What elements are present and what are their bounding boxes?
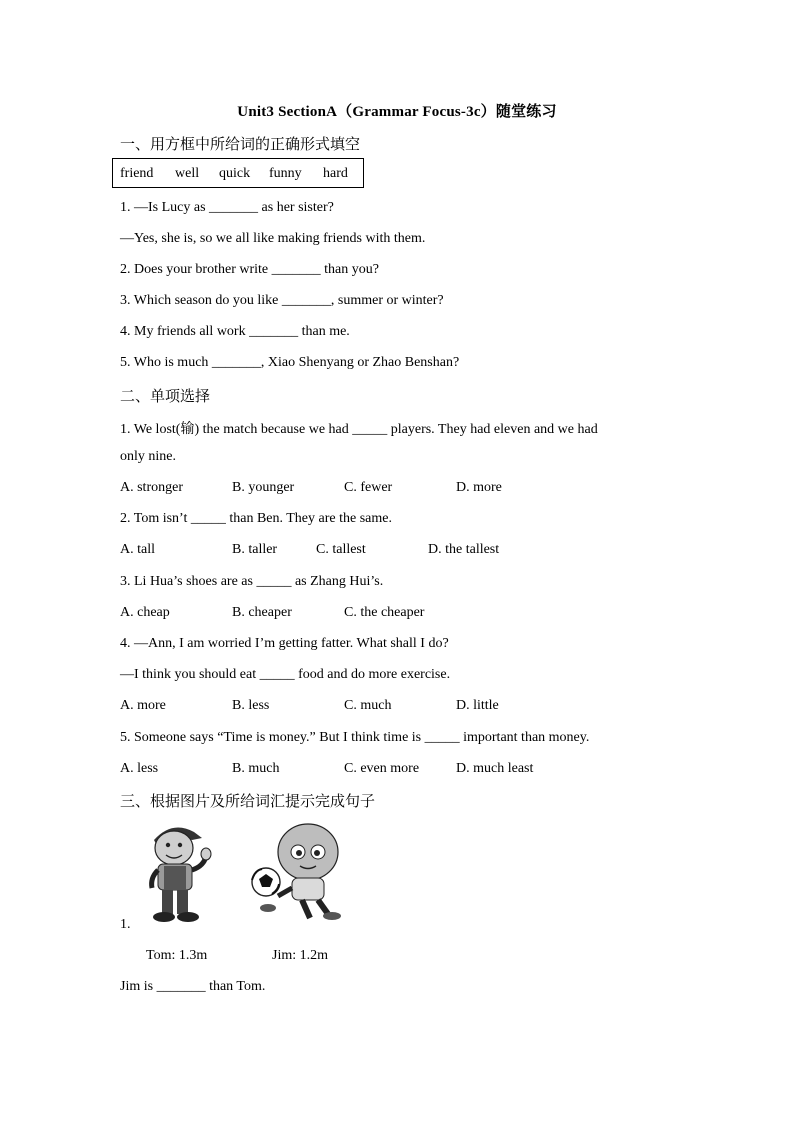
part3-heading: 三、根据图片及所给词汇提示完成句子	[120, 792, 376, 810]
option-d: D. much least	[456, 761, 534, 776]
part3-item-number: 1.	[120, 917, 131, 932]
option-b: B. cheaper	[232, 605, 292, 620]
part1-item: 1. —Is Lucy as _______ as her sister?	[120, 200, 334, 215]
part1-item: 5. Who is much _______, Xiao Shenyang or Zhao Benshan?	[120, 355, 460, 370]
question-2: 2. Tom isn’t _____ than Ben. They are the same.	[120, 511, 392, 526]
option-a: A. more	[120, 698, 166, 713]
option-b: B. much	[232, 761, 280, 776]
question-3: 3. Li Hua’s shoes are as _____ as Zhang Hui’s.	[120, 574, 384, 589]
word-box-item: friend	[120, 166, 154, 181]
option-c: C. much	[344, 698, 392, 713]
part2-heading: 二、单项选择	[120, 387, 211, 405]
word-box	[112, 158, 364, 188]
word-box-item: funny	[269, 166, 302, 181]
option-d: D. little	[456, 698, 499, 713]
jim-height: Jim: 1.2m	[272, 948, 329, 963]
option-c: C. tallest	[316, 542, 366, 557]
option-c: C. fewer	[344, 480, 393, 495]
part1-heading: 一、用方框中所给词的正确形式填空	[120, 135, 361, 153]
question-4-line2: —I think you should eat _____ food and do more exercise.	[120, 667, 451, 682]
part1-item: 4. My friends all work _______ than me.	[120, 324, 350, 339]
question-1-options	[120, 480, 680, 500]
word-box-item: hard	[323, 166, 348, 181]
option-d: D. more	[456, 480, 502, 495]
question-4-options	[120, 698, 680, 718]
question-3-options	[120, 605, 680, 625]
option-a: A. stronger	[120, 480, 183, 495]
part3-sentence: Jim is _______ than Tom.	[120, 979, 266, 994]
option-b: B. younger	[232, 480, 295, 495]
part1-item: —Yes, she is, so we all like making friends with them.	[120, 231, 426, 246]
tom-boy-figure	[152, 828, 211, 923]
tom-height: Tom: 1.3m	[146, 948, 208, 963]
question-4-line1: 4. —Ann, I am worried I’m getting fatter. What shall I do?	[120, 636, 449, 651]
question-1-line2: only nine.	[120, 449, 176, 464]
option-a: A. less	[120, 761, 159, 776]
cartoon-illustration	[142, 818, 352, 928]
jim-mascot-figure	[252, 824, 341, 920]
option-d: D. the tallest	[428, 542, 500, 557]
option-c: C. the cheaper	[344, 605, 425, 620]
word-box-item: well	[175, 166, 200, 181]
option-a: A. tall	[120, 542, 155, 557]
word-box-item: quick	[219, 166, 251, 181]
page-title: Unit3 SectionA（Grammar Focus-3c）随堂练习	[237, 104, 557, 120]
part1-item: 2. Does your brother write _______ than you?	[120, 262, 379, 277]
option-b: B. less	[232, 698, 270, 713]
question-5-options	[120, 761, 680, 781]
question-2-options	[120, 542, 680, 562]
cartoon-figures	[142, 818, 352, 933]
option-c: C. even more	[344, 761, 420, 776]
question-1-line1: 1. We lost(输) the match because we had _____ players. They had eleven and we had	[120, 422, 598, 437]
question-5: 5. Someone says “Time is money.” But I think time is _____ important than money.	[120, 730, 590, 745]
part1-item: 3. Which season do you like _______, summer or winter?	[120, 293, 444, 308]
option-a: A. cheap	[120, 605, 170, 620]
option-b: B. taller	[232, 542, 278, 557]
